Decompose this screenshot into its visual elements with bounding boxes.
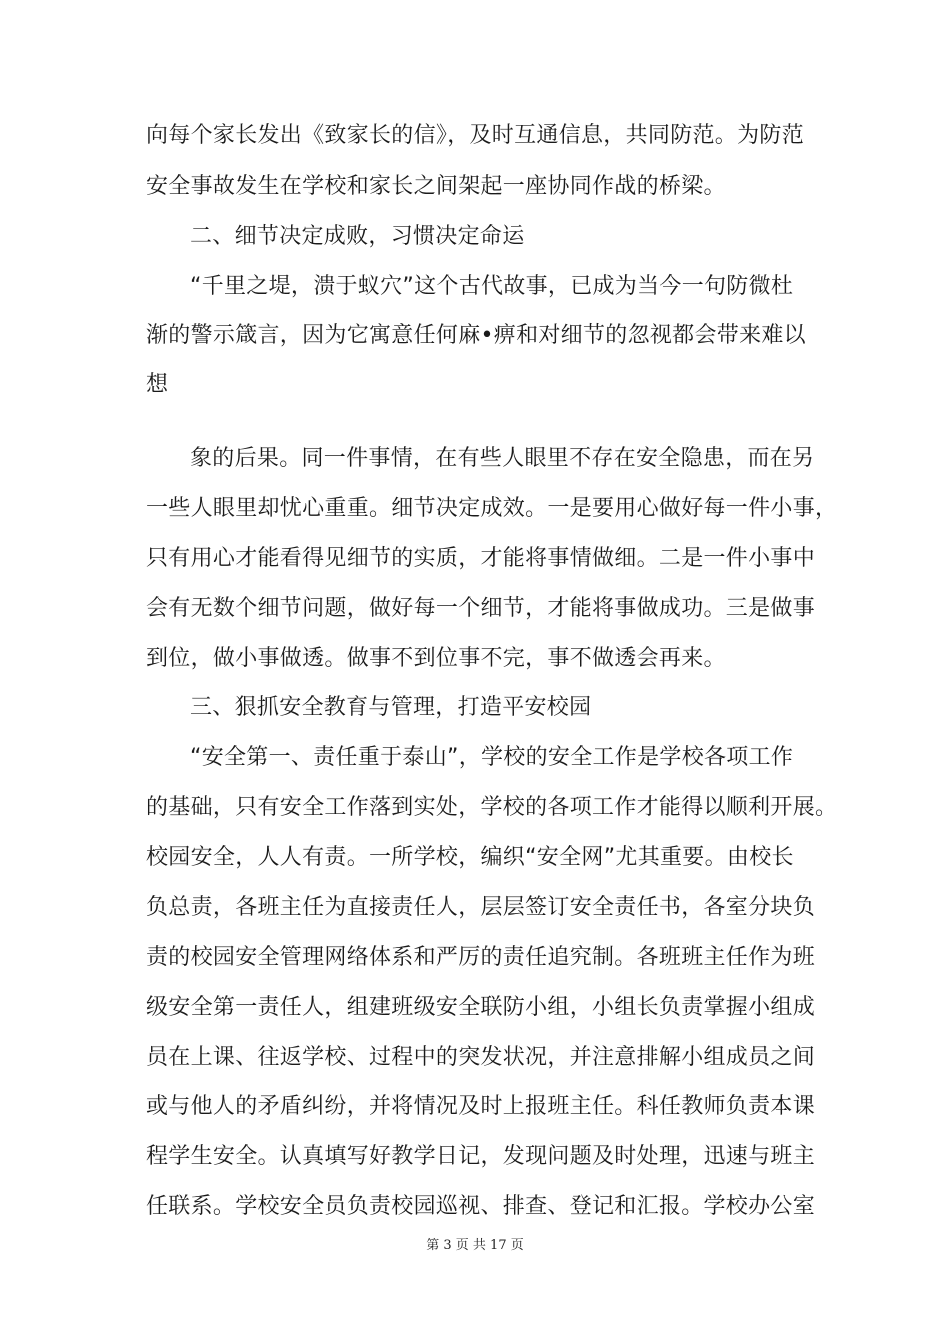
- text-line: 会有无数个细节问题，做好每一个细节，才能将事做成功。三是做事: [146, 596, 816, 621]
- text-line: 员在上课、往返学校、过程中的突发状况，并注意排解小组成员之间: [146, 1045, 816, 1070]
- text-line: 想: [146, 372, 169, 397]
- text-line: 程学生安全。认真填写好教学日记，发现问题及时处理，迅速与班主: [146, 1144, 816, 1169]
- text-line: 向每个家长发出《致家长的信》，及时互通信息，共同防范。为防范: [146, 123, 805, 148]
- text-line: 级安全第一责任人，组建班级安全联防小组，小组长负责掌握小组成: [146, 995, 816, 1020]
- text-line: 的基础，只有安全工作落到实处，学校的各项工作才能得以顺利开展。: [146, 795, 838, 820]
- section-heading: 三、狠抓安全教育与管理，打造平安校园: [190, 695, 592, 720]
- text-line: 象的后果。同一件事情，在有些人眼里不存在安全隐患，而在另: [190, 446, 815, 471]
- text-line: 或与他人的矛盾纠纷，并将情况及时上报班主任。科任教师负责本课: [146, 1094, 816, 1119]
- text-line: 只有用心才能看得见细节的实质，才能将事情做细。二是一件小事中: [146, 546, 816, 571]
- text-line: 责的校园安全管理网络体系和严厉的责任追究制。各班班主任作为班: [146, 945, 816, 970]
- text-line: 到位，做小事做透。做事不到位事不完，事不做透会再来。: [146, 646, 726, 671]
- text-line: “千里之堤，溃于蚁穴”这个古代故事，已成为当今一句防微杜: [190, 274, 794, 299]
- text-line: 负总责，各班主任为直接责任人，层层签订安全责任书，各室分块负: [146, 895, 816, 920]
- text-line: 任联系。学校安全员负责校园巡视、排查、登记和汇报。学校办公室: [146, 1194, 816, 1219]
- text-line: “安全第一、责任重于泰山”，学校的安全工作是学校各项工作: [190, 745, 794, 770]
- section-heading: 二、细节决定成败，习惯决定命运: [190, 224, 525, 249]
- text-line: 安全事故发生在学校和家长之间架起一座协同作战的桥梁。: [146, 174, 726, 199]
- text-line: 一些人眼里却忧心重重。细节决定成效。一是要用心做好每一件小事，: [146, 496, 838, 521]
- page-number-footer: 第 3 页 共 17 页: [426, 1238, 524, 1253]
- text-line: 渐的警示箴言，因为它寓意任何麻•痹和对细节的忽视都会带来难以: [146, 323, 806, 348]
- text-line: 校园安全，人人有责。一所学校，编织“安全网”尤其重要。由校长: [146, 845, 794, 870]
